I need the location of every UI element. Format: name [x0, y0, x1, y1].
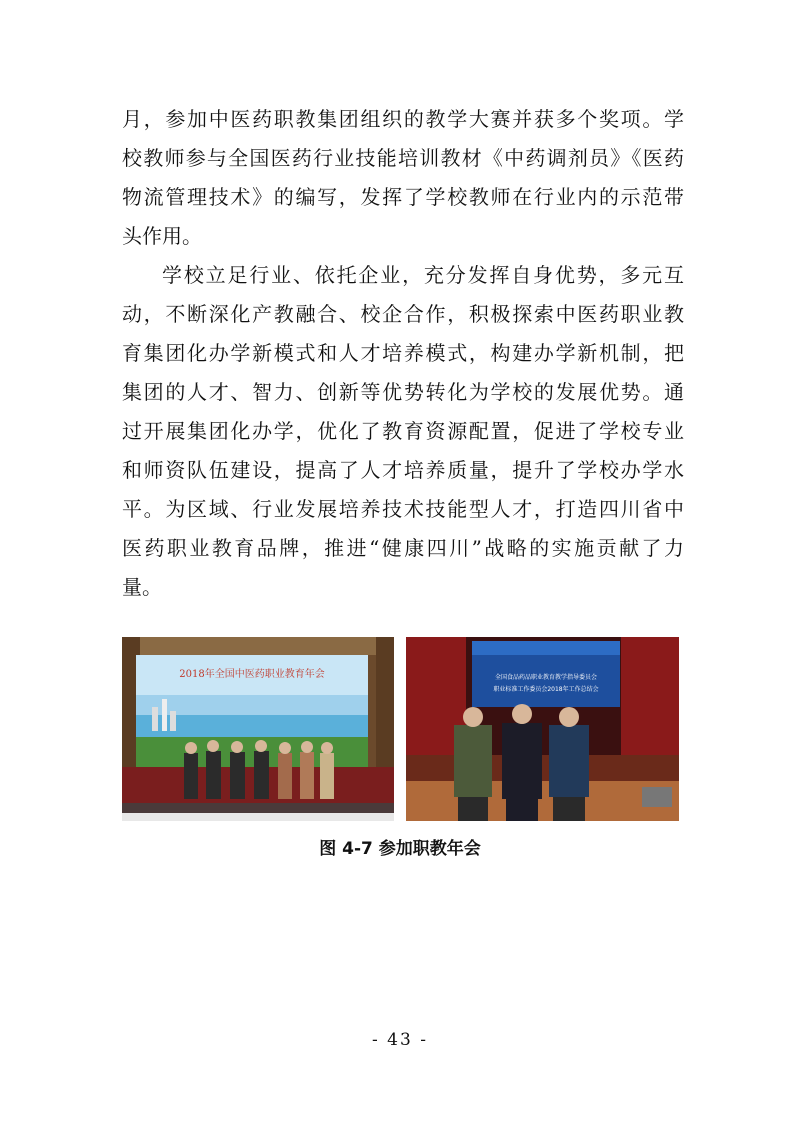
body-text — [122, 100, 684, 607]
banner-line-1: 全国食品药品职业教育教学指导委员会 — [494, 674, 598, 681]
page-number: - 43 - — [372, 1030, 428, 1050]
paragraph-line: 和师资队伍建设，提高了人才培养质量，提升了学校办学水 — [122, 458, 684, 482]
paragraph-line: 物流管理技术》的编写，发挥了学校教师在行业内的示范带 — [122, 185, 684, 209]
paragraph-line: 校教师参与全国医药行业技能培训教材《中药调剂员》《医药 — [122, 146, 684, 170]
paragraph-line: 过开展集团化办学，优化了教育资源配置，促进了学校专业 — [122, 419, 684, 443]
conference-photo-right — [406, 637, 679, 821]
paragraph-line: 平。为区域、行业发展培养技术技能型人才，打造四川省中 — [122, 497, 684, 521]
banner-title: 2018年全国中医药职业教育年会 — [179, 669, 325, 680]
banner-line-2: 职业标准工作委员会2018年工作总结会 — [493, 686, 599, 693]
paragraph-line: 学校立足行业、依托企业，充分发挥自身优势，多元互 — [162, 263, 684, 287]
conference-photo-left — [122, 637, 394, 821]
paragraph-line: 集团的人才、智力、创新等优势转化为学校的发展优势。通 — [122, 380, 684, 404]
paragraph-line: 头作用。 — [122, 224, 202, 248]
paragraph-line: 育集团化办学新模式和人才培养模式，构建办学新机制，把 — [122, 341, 684, 365]
paragraph-line: 月，参加中医药职教集团组织的教学大赛并获多个奖项。学 — [122, 107, 684, 131]
paragraph-line: 动，不断深化产教融合、校企合作，积极探索中医药职业教 — [122, 302, 684, 326]
paragraph-line: 量。 — [122, 575, 162, 599]
paragraph-line: 医药职业教育品牌，推进“健康四川”战略的实施贡献了力 — [122, 536, 684, 560]
figure-caption: 图 4-7 参加职教年会 — [319, 839, 481, 859]
